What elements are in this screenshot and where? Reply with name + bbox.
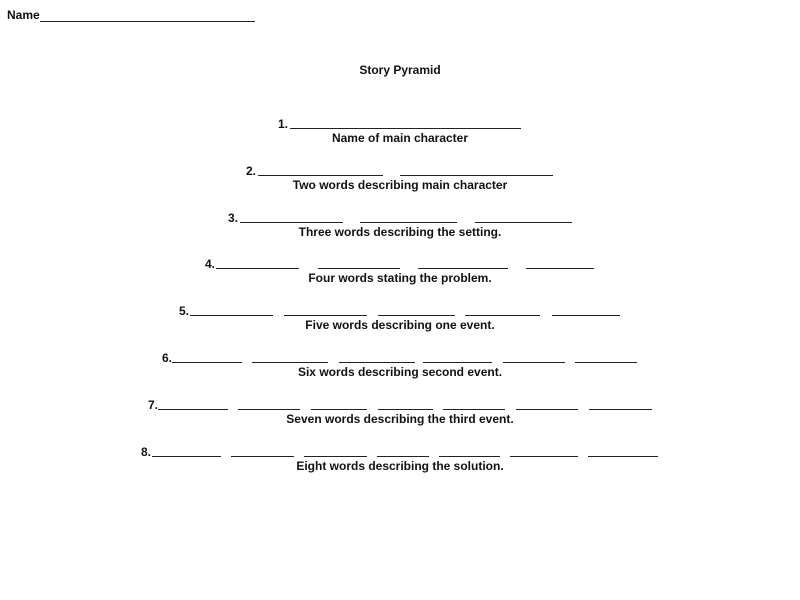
answer-blank[interactable] — [216, 268, 299, 269]
answer-blank[interactable] — [378, 409, 433, 410]
answer-blank[interactable] — [526, 268, 594, 269]
answer-blank[interactable] — [190, 315, 273, 316]
answer-blank[interactable] — [465, 315, 540, 316]
name-field[interactable] — [40, 21, 255, 22]
row-number: 1. — [277, 117, 288, 131]
answer-blank[interactable] — [252, 362, 328, 363]
answer-blank[interactable] — [475, 222, 572, 223]
row-number: 7. — [147, 398, 158, 412]
answer-blank[interactable] — [238, 409, 300, 410]
answer-blank[interactable] — [589, 409, 652, 410]
answer-blank[interactable] — [152, 456, 221, 457]
answer-blank[interactable] — [304, 456, 367, 457]
answer-blank[interactable] — [290, 128, 521, 129]
row-number: 3. — [227, 211, 238, 225]
row-caption: Seven words describing the third event. — [286, 412, 514, 426]
answer-blank[interactable] — [311, 409, 367, 410]
answer-blank[interactable] — [360, 222, 457, 223]
answer-blank[interactable] — [158, 409, 228, 410]
answer-blank[interactable] — [400, 175, 553, 176]
answer-blank[interactable] — [552, 315, 620, 316]
answer-blank[interactable] — [575, 362, 637, 363]
row-caption: Eight words describing the solution. — [296, 459, 504, 473]
answer-blank[interactable] — [516, 409, 578, 410]
row-number: 5. — [178, 304, 189, 318]
answer-blank[interactable] — [172, 362, 242, 363]
answer-blank[interactable] — [423, 362, 492, 363]
page-title: Story Pyramid — [359, 63, 441, 77]
row-caption: Three words describing the setting. — [298, 225, 502, 239]
answer-blank[interactable] — [284, 315, 367, 316]
row-caption: Name of main character — [331, 131, 469, 145]
row-number: 2. — [245, 164, 256, 178]
answer-blank[interactable] — [377, 456, 429, 457]
answer-blank[interactable] — [503, 362, 565, 363]
row-caption: Six words describing second event. — [297, 365, 503, 379]
answer-blank[interactable] — [439, 456, 500, 457]
answer-blank[interactable] — [510, 456, 578, 457]
row-caption: Two words describing main character — [292, 178, 508, 192]
answer-blank[interactable] — [339, 362, 415, 363]
row-caption: Five words describing one event. — [305, 318, 495, 332]
row-number: 8. — [140, 445, 151, 459]
answer-blank[interactable] — [231, 456, 294, 457]
answer-blank[interactable] — [588, 456, 658, 457]
row-number: 4. — [204, 257, 215, 271]
row-number: 6. — [161, 351, 172, 365]
answer-blank[interactable] — [240, 222, 343, 223]
answer-blank[interactable] — [318, 268, 400, 269]
row-caption: Four words stating the problem. — [308, 271, 492, 285]
answer-blank[interactable] — [258, 175, 383, 176]
answer-blank[interactable] — [418, 268, 508, 269]
answer-blank[interactable] — [443, 409, 505, 410]
name-label: Name — [7, 8, 40, 22]
answer-blank[interactable] — [378, 315, 455, 316]
